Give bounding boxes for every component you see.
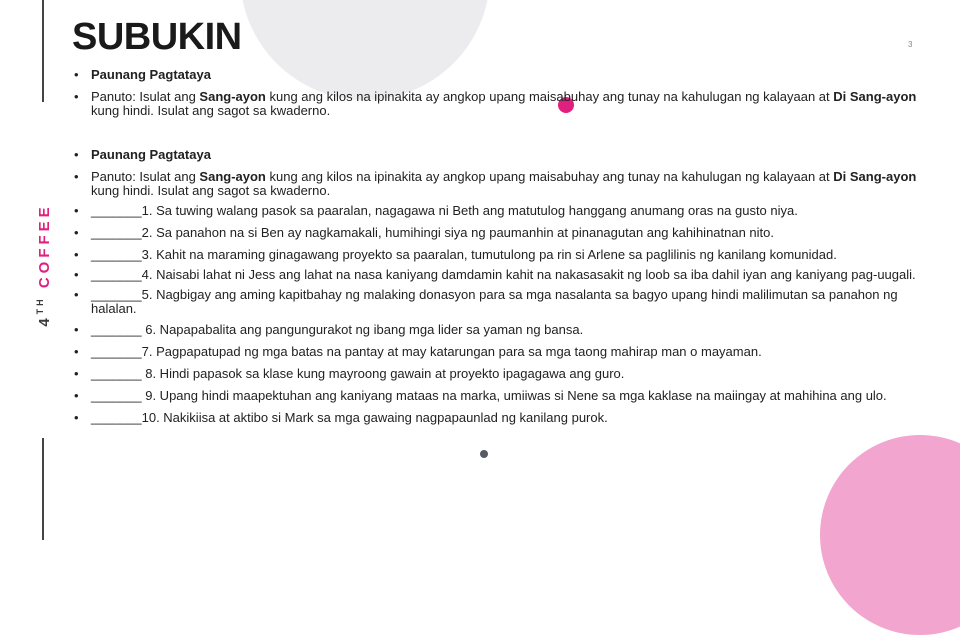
list-item: • _______5. Nagbigay ang aming kapitbahay ng malaking donasyon para sa mga nasalanta sa bagyo upang hindi malilimutan sa panahon ng halalan. bbox=[74, 288, 924, 316]
question-list bbox=[74, 148, 924, 425]
instruction-bold-agree: Sang-ayon bbox=[199, 89, 266, 104]
list-item bbox=[74, 90, 924, 118]
instruction-post: kung hindi. Isulat ang sagot sa kwaderno. bbox=[91, 183, 331, 198]
instruction-mid: kung ang kilos na ipinakita ay angkop upang maisabuhay ang tunay na kahulugan ng kalayaan at bbox=[265, 89, 834, 104]
list-item: • _______ 9. Upang hindi maapektuhan ang kaniyang mataas na marka, umiiwas si Nene sa mga kaklase na maiingay at mahihina ang ulo. bbox=[74, 389, 924, 403]
instruction-post: kung hindi. Isulat ang sagot sa kwaderno. bbox=[91, 103, 331, 118]
instruction-bold-agree: Sang-ayon bbox=[199, 169, 266, 184]
section-heading: Paunang Pagtataya bbox=[91, 147, 211, 162]
list-item: • _______10. Nakikiisa at aktibo si Mark sa mga gawaing nagpapaunlad ng kanilang purok. bbox=[74, 411, 924, 425]
intro-list-top bbox=[74, 68, 924, 118]
list-item: • _______1. Sa tuwing walang pasok sa paaralan, nagagawa ni Beth ang matutulog hanggang anumang oras na gusto niya. bbox=[74, 204, 924, 218]
side-label-brand: COFFEE bbox=[36, 203, 53, 289]
list-item bbox=[74, 148, 924, 162]
decorative-circle-pink bbox=[820, 435, 960, 635]
side-brand-label bbox=[35, 203, 53, 326]
list-item bbox=[74, 68, 924, 82]
list-item: • _______3. Kahit na maraming ginagawang proyekto sa paaralan, tumutulong pa rin si Arlene sa paglilinis ng kanilang komunidad. bbox=[74, 248, 924, 262]
page-number: 3 bbox=[908, 40, 913, 49]
page-title: SUBUKIN bbox=[72, 16, 242, 58]
instruction-mid: kung ang kilos na ipinakita ay angkop upang maisabuhay ang tunay na kahulugan ng kalayaan at bbox=[265, 169, 834, 184]
list-item: • _______ 8. Hindi papasok sa klase kung mayroong gawain at proyekto ipagagawa ang guro. bbox=[74, 367, 924, 381]
list-item: • _______2. Sa panahon na si Ben ay nagkamakali, humihingi siya ng paumanhin at pinanagutan ang kahihinatnan nito. bbox=[74, 226, 924, 240]
vertical-rule-bottom bbox=[42, 438, 44, 540]
decorative-dot-gray bbox=[480, 450, 488, 458]
list-item bbox=[74, 170, 924, 198]
instruction-pre: Panuto: Isulat ang bbox=[91, 169, 200, 184]
side-label-number: 4 bbox=[36, 314, 53, 327]
list-item: • _______4. Naisabi lahat ni Jess ang lahat na nasa kaniyang damdamin kahit na nakasasakit ng loob sa iba dahil iyan ang kaniyang pag-uugali. bbox=[74, 268, 924, 282]
list-item: • _______ 6. Napapabalita ang pangungurakot ng ibang mga lider sa yaman ng bansa. bbox=[74, 323, 924, 337]
section-heading: Paunang Pagtataya bbox=[91, 67, 211, 82]
side-label-suffix: TH bbox=[35, 296, 45, 315]
instruction-bold-disagree: Di Sang-ayon bbox=[833, 89, 917, 104]
list-item: • _______7. Pagpapatupad ng mga batas na pantay at may katarungan para sa mga taong mahirap man o mayaman. bbox=[74, 345, 924, 359]
instruction-bold-disagree: Di Sang-ayon bbox=[833, 169, 917, 184]
instruction-pre: Panuto: Isulat ang bbox=[91, 89, 200, 104]
vertical-rule-top bbox=[42, 0, 44, 102]
